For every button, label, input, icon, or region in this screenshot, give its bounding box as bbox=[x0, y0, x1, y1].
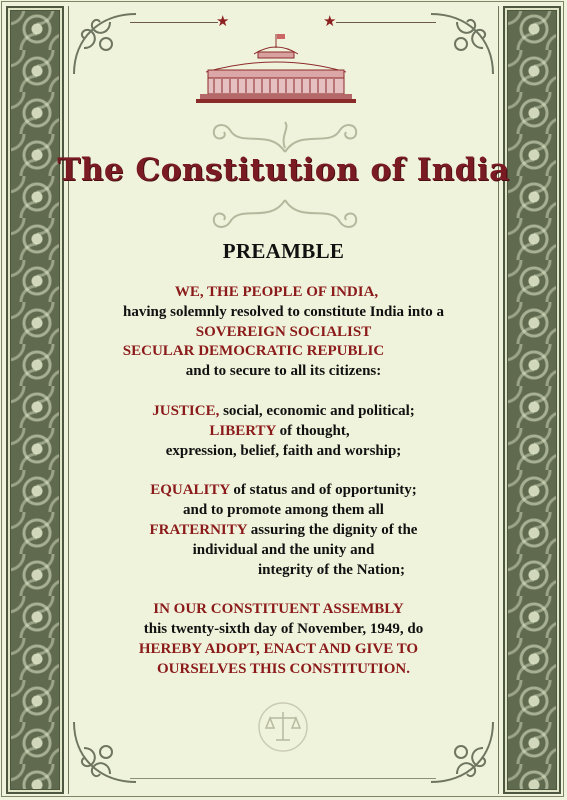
highlight-text: FRATERNITY bbox=[149, 521, 248, 538]
top-rule-right bbox=[336, 22, 436, 23]
highlight-text: HEREBY ADOPT, ENACT AND GIVE TO bbox=[138, 640, 419, 657]
preamble-line bbox=[70, 481, 497, 501]
left-damask-border bbox=[6, 6, 64, 794]
line-text: and to promote among them all bbox=[183, 502, 384, 519]
line-text: having solemnly resolved to constitute India into a bbox=[123, 303, 444, 320]
stanza-gap bbox=[70, 461, 497, 481]
inner-border-line-right bbox=[498, 6, 499, 794]
star-icon: ★ bbox=[323, 12, 337, 30]
stanza-gap bbox=[70, 580, 497, 600]
floral-corner-ornament-icon bbox=[70, 8, 140, 78]
preamble-heading: PREAMBLE bbox=[222, 239, 345, 263]
parliament-building-icon bbox=[196, 30, 356, 106]
line-text: integrity of the Nation; bbox=[257, 561, 406, 578]
preamble-line bbox=[70, 541, 497, 561]
stanza-gap bbox=[70, 382, 497, 402]
preamble-line bbox=[70, 362, 497, 382]
highlight-text: OURSELVES THIS CONSTITUTION. bbox=[156, 660, 410, 677]
highlight-text: EQUALITY bbox=[150, 482, 230, 499]
preamble-line bbox=[70, 600, 497, 620]
preamble-line bbox=[70, 422, 497, 442]
highlight-text: JUSTICE, bbox=[152, 402, 220, 419]
line-text: assuring the dignity of the bbox=[247, 521, 418, 538]
line-text: of status and of opportunity; bbox=[229, 482, 417, 499]
preamble-line bbox=[70, 501, 497, 521]
line-text: social, economic and political; bbox=[219, 402, 415, 419]
preamble-line bbox=[70, 640, 497, 660]
star-icon: ★ bbox=[216, 12, 230, 30]
preamble-line bbox=[70, 620, 497, 640]
line-text: expression, belief, faith and worship; bbox=[165, 442, 402, 459]
highlight-text: LIBERTY bbox=[209, 422, 276, 439]
floral-corner-ornament-icon bbox=[427, 8, 497, 78]
scales-of-justice-emblem-icon bbox=[256, 700, 310, 754]
highlight-text: IN OUR CONSTITUENT ASSEMBLY bbox=[153, 601, 404, 618]
line-text: individual and the unity and bbox=[192, 541, 375, 558]
highlight-text: SECULAR DEMOCRATIC REPUBLIC bbox=[122, 343, 385, 360]
right-damask-border bbox=[503, 6, 561, 794]
preamble-line bbox=[70, 402, 497, 422]
preamble-line bbox=[70, 521, 497, 541]
line-text: this twenty-sixth day of November, 1949, do bbox=[143, 621, 424, 638]
preamble-line bbox=[70, 442, 497, 462]
inner-border-line-left bbox=[68, 6, 69, 794]
preamble-line bbox=[70, 303, 497, 323]
line-text: and to secure to all its citizens: bbox=[185, 363, 382, 380]
highlight-text: WE, THE PEOPLE OF INDIA, bbox=[174, 284, 379, 300]
preamble-line bbox=[70, 342, 497, 362]
floral-corner-ornament-icon bbox=[427, 718, 497, 788]
line-text: of thought, bbox=[275, 422, 350, 439]
preamble-line bbox=[70, 323, 497, 343]
document-title: The Constitution of India bbox=[57, 152, 510, 188]
top-rule-left bbox=[130, 22, 218, 23]
highlight-text: SOVEREIGN SOCIALIST bbox=[195, 323, 372, 340]
preamble-line bbox=[70, 660, 497, 680]
preamble-body bbox=[70, 283, 497, 680]
bottom-rule bbox=[130, 778, 436, 779]
preamble-line bbox=[70, 283, 497, 303]
scroll-ornament-icon bbox=[190, 196, 380, 232]
preamble-line bbox=[70, 561, 497, 581]
